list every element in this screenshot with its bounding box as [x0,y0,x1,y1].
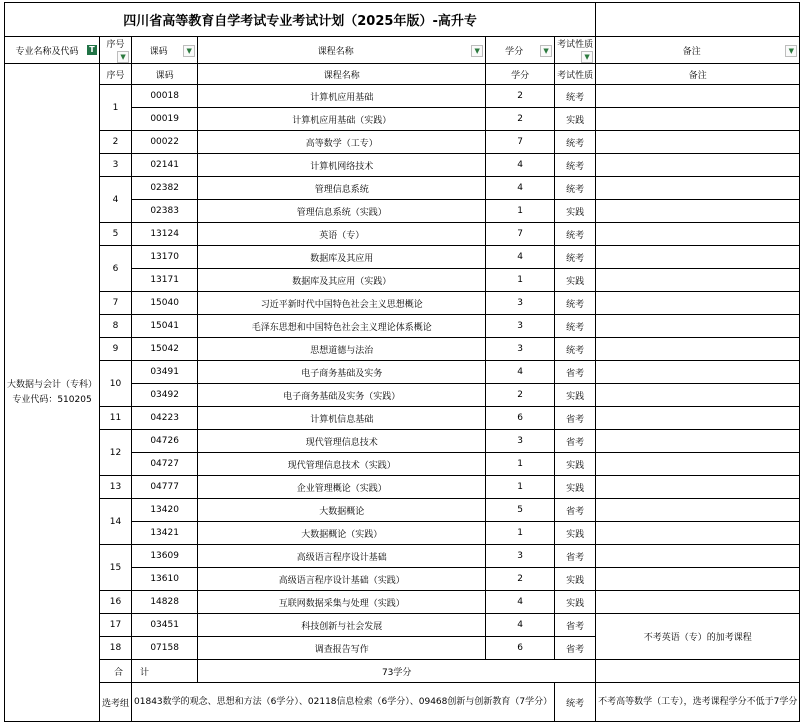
remark-cell[interactable] [596,430,800,453]
course-name-cell[interactable]: 计算机信息基础 [198,407,486,430]
course-name-cell[interactable]: 科技创新与社会发展 [198,614,486,637]
course-code-cell[interactable]: 00018 [132,85,198,108]
filter-header-row [5,37,800,64]
remark-cell[interactable] [596,338,800,361]
filter-header-remark[interactable] [596,37,800,64]
filter-header-exam-type-label: 考试性质 [557,40,594,50]
remark-cell[interactable] [596,131,800,154]
course-code-cell[interactable]: 04727 [132,453,198,476]
exam-type-cell[interactable]: 统考 [555,85,596,108]
course-code-cell[interactable]: 02141 [132,154,198,177]
seq-cell[interactable]: 16 [100,591,132,614]
credit-cell[interactable]: 2 [486,568,555,591]
exam-type-cell[interactable]: 省考 [555,430,596,453]
course-name-cell[interactable]: 调查报告写作 [198,637,486,660]
remark-cell[interactable] [596,499,800,522]
course-row [5,177,800,200]
seq-cell[interactable]: 6 [100,246,132,292]
elective-courses[interactable]: 01843数学的观念、思想和方法（6学分）、02118信息检索（6学分）、09468创新与创新教育（7学分） [132,683,555,722]
course-row [5,614,800,637]
credit-cell[interactable]: 3 [486,315,555,338]
remark-cell[interactable] [596,591,800,614]
credit-cell[interactable]: 2 [486,108,555,131]
course-code-cell[interactable]: 00019 [132,108,198,131]
exam-type-cell[interactable]: 实践 [555,384,596,407]
seq-cell[interactable]: 1 [100,85,132,131]
dropdown-arrow-icon[interactable]: ▼ [183,45,195,57]
exam-type-cell[interactable]: 统考 [555,154,596,177]
course-code-cell[interactable]: 04726 [132,430,198,453]
sheet-title: 四川省高等教育自学考试专业考试计划（2025年版）-高升专 [5,3,596,37]
filter-header-code[interactable] [132,37,198,64]
course-name-cell[interactable]: 现代管理信息技术 [198,430,486,453]
course-name-cell[interactable]: 计算机应用基础（实践） [198,108,486,131]
filter-header-credit-label: 学分 [505,46,524,57]
seq-cell[interactable]: 14 [100,499,132,545]
credit-cell[interactable]: 6 [486,637,555,660]
seq-cell[interactable]: 10 [100,361,132,407]
exam-type-cell[interactable]: 省考 [555,614,596,637]
course-code-cell[interactable]: 03492 [132,384,198,407]
seq-cell[interactable]: 18 [100,637,132,660]
exam-type-cell[interactable]: 省考 [555,545,596,568]
exam-type-cell[interactable]: 统考 [555,292,596,315]
credit-cell[interactable]: 3 [486,430,555,453]
credit-cell[interactable]: 1 [486,269,555,292]
credit-cell[interactable]: 4 [486,614,555,637]
filter-header-exam-type[interactable] [555,37,596,64]
exam-plan-table [4,2,800,722]
total-row [5,660,800,683]
course-code-cell[interactable]: 02382 [132,177,198,200]
exam-type-cell[interactable]: 统考 [555,131,596,154]
seq-cell[interactable]: 9 [100,338,132,361]
course-name-cell[interactable]: 计算机网络技术 [198,154,486,177]
total-label-b: 计 [132,660,198,683]
dropdown-arrow-icon[interactable]: ▼ [117,51,129,63]
credit-cell[interactable]: 4 [486,177,555,200]
course-row [5,131,800,154]
exam-type-cell[interactable]: 统考 [555,223,596,246]
credit-cell[interactable]: 7 [486,223,555,246]
course-code-cell[interactable]: 14828 [132,591,198,614]
course-code-cell[interactable]: 00022 [132,131,198,154]
credit-cell[interactable]: 6 [486,407,555,430]
course-code-cell[interactable]: 13610 [132,568,198,591]
course-name-cell[interactable]: 计算机应用基础 [198,85,486,108]
course-code-cell[interactable]: 15040 [132,292,198,315]
course-row [5,476,800,499]
exam-type-cell[interactable]: 统考 [555,315,596,338]
course-code-cell[interactable]: 02383 [132,200,198,223]
seq-cell[interactable]: 2 [100,131,132,154]
remark-cell[interactable] [596,154,800,177]
course-name-cell[interactable]: 数据库及其应用 [198,246,486,269]
credit-cell[interactable]: 4 [486,591,555,614]
credit-cell[interactable]: 3 [486,338,555,361]
course-row [5,361,800,384]
exam-type-cell[interactable]: 省考 [555,637,596,660]
remark-cell[interactable] [596,453,800,476]
remark-cell[interactable] [596,246,800,269]
course-name-cell[interactable]: 大数据概论 [198,499,486,522]
course-name-cell[interactable]: 高级语言程序设计基础（实践） [198,568,486,591]
course-code-cell[interactable]: 13171 [132,269,198,292]
remark-cell[interactable] [596,315,800,338]
credit-cell[interactable]: 3 [486,292,555,315]
title-blank-cell[interactable] [596,3,800,37]
seq-cell[interactable]: 7 [100,292,132,315]
course-code-cell[interactable]: 07158 [132,637,198,660]
seq-cell[interactable]: 11 [100,407,132,430]
course-code-cell[interactable]: 15041 [132,315,198,338]
course-code-cell[interactable]: 13124 [132,223,198,246]
filter-header-code-label: 课码 [149,46,168,57]
course-row [5,85,800,108]
major-cell[interactable] [5,64,100,722]
exam-type-cell[interactable]: 实践 [555,108,596,131]
course-row [5,292,800,315]
col-header-credit[interactable]: 学分 [486,64,555,85]
filter-header-remark-label: 备注 [682,46,701,57]
exam-type-cell[interactable]: 省考 [555,407,596,430]
credit-cell[interactable]: 1 [486,476,555,499]
course-row [5,407,800,430]
seq-cell[interactable]: 3 [100,154,132,177]
major-name: 大数据与会计（专科） [7,379,98,390]
total-label-a: 合 [100,660,132,683]
course-code-cell[interactable]: 13609 [132,545,198,568]
course-code-cell[interactable]: 15042 [132,338,198,361]
course-row [5,545,800,568]
filter-header-seq[interactable] [100,37,132,64]
credit-cell[interactable]: 3 [486,545,555,568]
course-name-cell[interactable]: 现代管理信息技术（实践） [198,453,486,476]
seq-cell[interactable]: 8 [100,315,132,338]
exam-type-cell[interactable]: 实践 [555,591,596,614]
column-header-row [5,64,800,85]
exam-type-cell[interactable]: 省考 [555,361,596,384]
elective-label: 选考组 [100,683,132,722]
exam-type-cell[interactable]: 实践 [555,453,596,476]
col-header-remark[interactable]: 备注 [596,64,800,85]
course-row [5,246,800,269]
credit-cell[interactable]: 5 [486,499,555,522]
remark-cell[interactable] [596,85,800,108]
course-row [5,430,800,453]
course-row [5,154,800,177]
remark-cell[interactable] [596,384,800,407]
remark-cell[interactable]: 不考英语（专）的加考课程 [596,614,800,660]
course-name-cell[interactable]: 毛泽东思想和中国特色社会主义理论体系概论 [198,315,486,338]
course-name-cell[interactable]: 习近平新时代中国特色社会主义思想概论 [198,292,486,315]
credit-cell[interactable]: 1 [486,522,555,545]
credit-cell[interactable]: 1 [486,453,555,476]
col-header-exam-type[interactable]: 考试性质 [555,64,596,85]
course-row [5,338,800,361]
remark-cell[interactable] [596,522,800,545]
remark-cell[interactable] [596,108,800,131]
course-code-cell[interactable]: 03451 [132,614,198,637]
seq-cell[interactable]: 15 [100,545,132,591]
dropdown-arrow-icon[interactable]: ▼ [785,45,797,57]
remark-cell[interactable] [596,200,800,223]
seq-cell[interactable]: 12 [100,430,132,476]
course-code-cell[interactable]: 04777 [132,476,198,499]
filter-header-credit[interactable] [486,37,555,64]
course-name-cell[interactable]: 数据库及其应用（实践） [198,269,486,292]
exam-type-cell[interactable]: 实践 [555,568,596,591]
total-remark-cell[interactable] [596,660,800,683]
credit-cell[interactable]: 7 [486,131,555,154]
remark-cell[interactable] [596,292,800,315]
course-name-cell[interactable]: 大数据概论（实践） [198,522,486,545]
major-code: 专业代码：510205 [12,394,92,405]
total-value[interactable]: 73学分 [198,660,596,683]
remark-cell[interactable] [596,568,800,591]
remark-cell[interactable] [596,269,800,292]
course-code-cell[interactable]: 13170 [132,246,198,269]
remark-cell[interactable] [596,407,800,430]
exam-type-cell[interactable]: 统考 [555,246,596,269]
course-name-cell[interactable]: 电子商务基础及实务（实践） [198,384,486,407]
exam-type-cell[interactable]: 统考 [555,177,596,200]
exam-type-cell[interactable]: 实践 [555,476,596,499]
credit-cell[interactable]: 4 [486,361,555,384]
course-name-cell[interactable]: 高等数学（工专） [198,131,486,154]
elective-exam-type[interactable]: 统考 [555,683,596,722]
course-code-cell[interactable]: 13420 [132,499,198,522]
filter-header-course[interactable] [198,37,486,64]
remark-cell[interactable] [596,545,800,568]
exam-type-cell[interactable]: 省考 [555,499,596,522]
remark-cell[interactable] [596,361,800,384]
seq-cell[interactable]: 13 [100,476,132,499]
dropdown-arrow-icon[interactable]: ▼ [540,45,552,57]
course-row [5,591,800,614]
course-row [5,315,800,338]
course-name-cell[interactable]: 企业管理概论（实践） [198,476,486,499]
course-code-cell[interactable]: 13421 [132,522,198,545]
remark-cell[interactable] [596,177,800,200]
credit-cell[interactable]: 2 [486,384,555,407]
filter-header-course-label: 课程名称 [317,46,354,57]
seq-cell[interactable]: 5 [100,223,132,246]
filter-header-major-label: 专业名称及代码 [15,46,79,57]
course-code-cell[interactable]: 04223 [132,407,198,430]
elective-row [5,683,800,722]
course-name-cell[interactable]: 互联网数据采集与处理（实践） [198,591,486,614]
course-name-cell[interactable]: 管理信息系统（实践） [198,200,486,223]
exam-type-cell[interactable]: 实践 [555,200,596,223]
course-code-cell[interactable]: 03491 [132,361,198,384]
seq-cell[interactable]: 17 [100,614,132,637]
filter-header-seq-label: 序号 [106,40,125,50]
exam-type-cell[interactable]: 实践 [555,269,596,292]
credit-cell[interactable]: 2 [486,85,555,108]
remark-cell[interactable] [596,223,800,246]
course-name-cell[interactable]: 电子商务基础及实务 [198,361,486,384]
course-name-cell[interactable]: 管理信息系统 [198,177,486,200]
dropdown-arrow-icon[interactable]: ▼ [581,51,593,63]
course-name-cell[interactable]: 英语（专） [198,223,486,246]
credit-cell[interactable]: 4 [486,246,555,269]
course-name-cell[interactable]: 思想道德与法治 [198,338,486,361]
exam-type-cell[interactable]: 实践 [555,522,596,545]
course-row [5,499,800,522]
seq-cell[interactable]: 4 [100,177,132,223]
credit-cell[interactable]: 1 [486,200,555,223]
filter-active-icon[interactable]: T [87,45,97,55]
filter-header-major[interactable] [5,37,100,64]
exam-type-cell[interactable]: 统考 [555,338,596,361]
remark-cell[interactable] [596,476,800,499]
course-row [5,223,800,246]
col-header-seq[interactable]: 序号 [100,64,132,85]
col-header-code[interactable]: 课码 [132,64,198,85]
elective-remark[interactable]: 不考高等数学（工专），选考课程学分不低于7学分 [596,683,800,722]
dropdown-arrow-icon[interactable]: ▼ [471,45,483,57]
credit-cell[interactable]: 4 [486,154,555,177]
course-name-cell[interactable]: 高级语言程序设计基础 [198,545,486,568]
col-header-course[interactable]: 课程名称 [198,64,486,85]
